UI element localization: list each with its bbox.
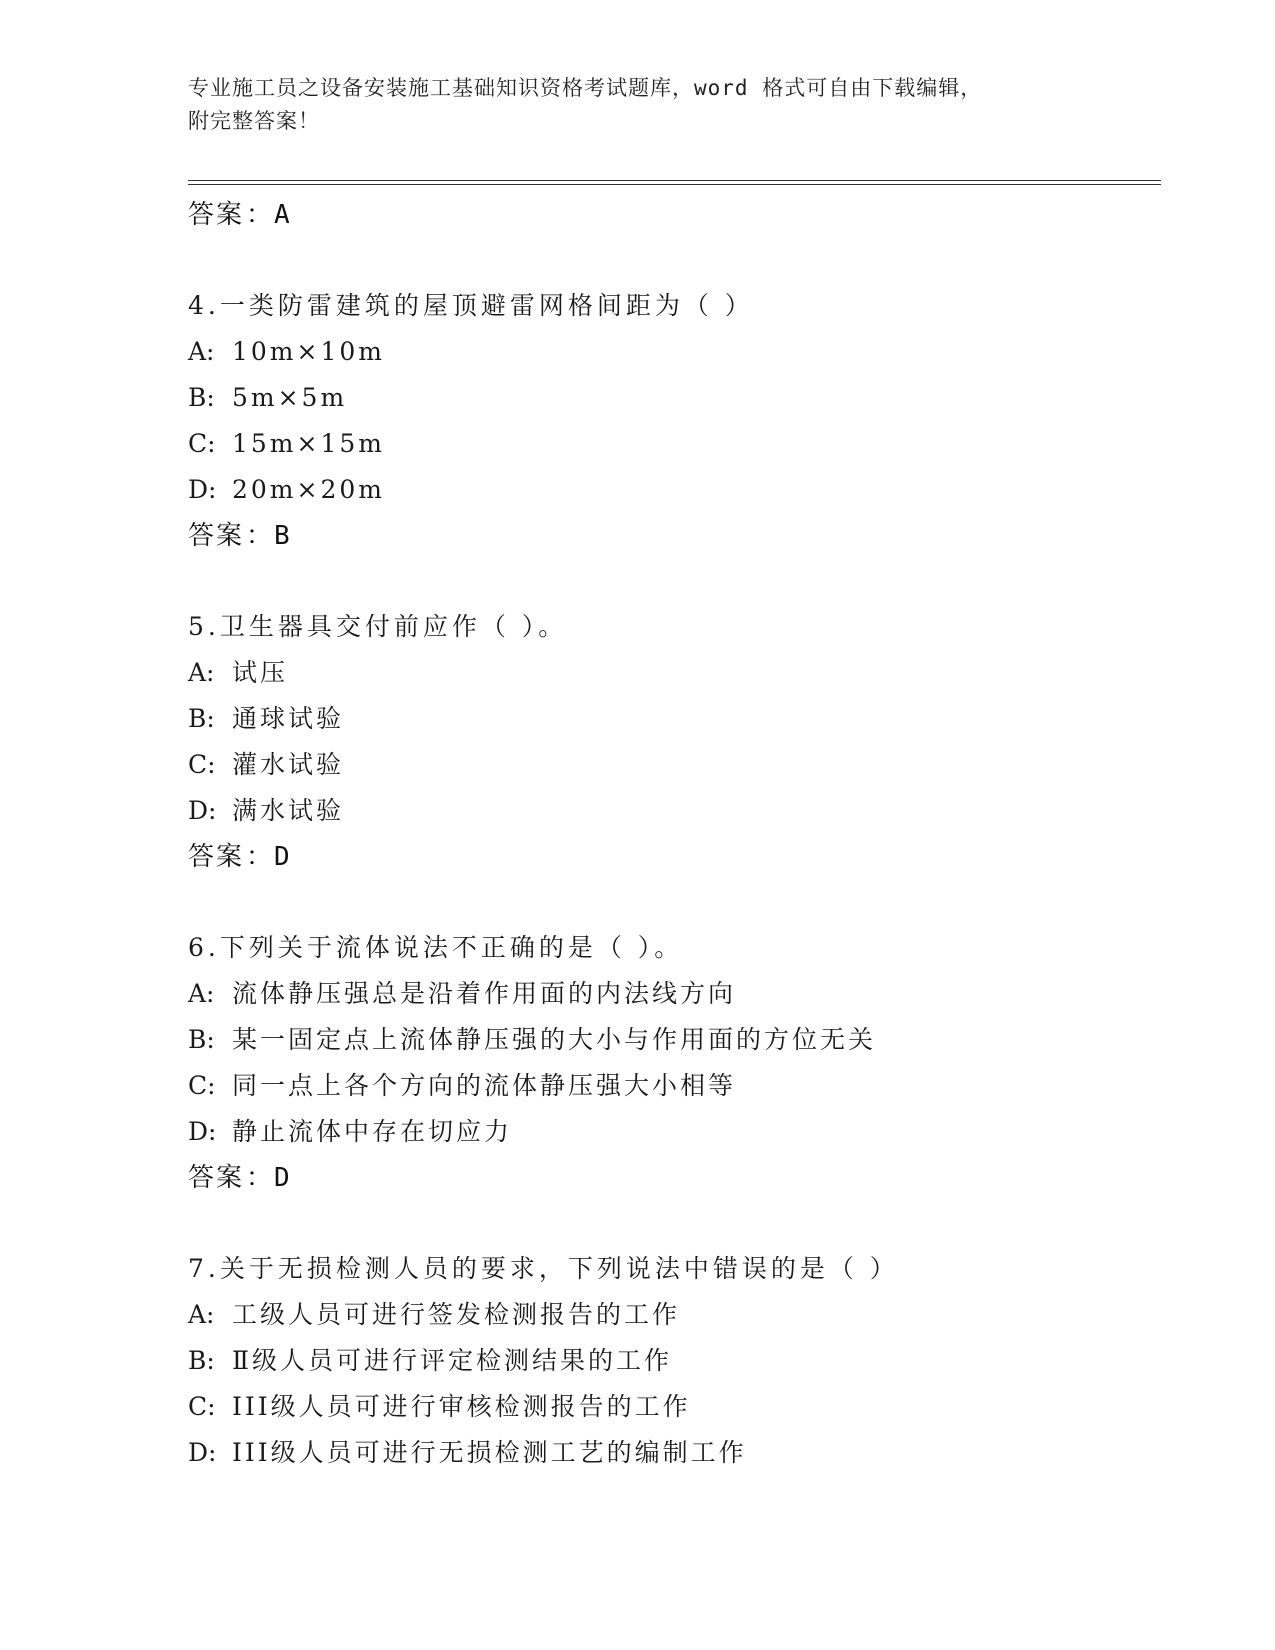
option-a xyxy=(188,650,1148,696)
option-text: 灌水试验 xyxy=(232,750,345,779)
option-b xyxy=(188,696,1148,742)
answer-colon: ： xyxy=(246,842,273,872)
option-c xyxy=(188,1063,1148,1109)
option-letter: A: xyxy=(188,658,215,687)
document-header xyxy=(188,72,1088,138)
question-title: 6.下列关于流体说法不正确的是（ ）。 xyxy=(188,933,684,962)
option-text: 同一点上各个方向的流体静压强大小相等 xyxy=(232,1071,737,1100)
option-d xyxy=(188,1109,1148,1155)
answer-label: 答案 xyxy=(188,200,245,230)
option-b xyxy=(188,375,1148,421)
answer-value: D xyxy=(274,1163,290,1193)
question-spacer xyxy=(188,238,1148,283)
header-divider-top xyxy=(188,180,1161,181)
option-c xyxy=(188,1384,1148,1430)
option-letter: D: xyxy=(188,1438,217,1467)
question-spacer xyxy=(188,1201,1148,1246)
option-letter: B: xyxy=(188,704,215,733)
option-text: 满水试验 xyxy=(232,796,345,825)
option-d xyxy=(188,467,1148,513)
answer-value: B xyxy=(274,521,290,551)
option-text: III级人员可进行无损检测工艺的编制工作 xyxy=(232,1438,747,1467)
question-title: 5.卫生器具交付前应作（ ）。 xyxy=(188,612,568,641)
option-letter: D: xyxy=(188,475,217,504)
option-text: 试压 xyxy=(232,658,289,687)
question-spacer xyxy=(188,559,1148,604)
answer-line xyxy=(188,513,1148,559)
option-letter: B: xyxy=(188,1025,215,1054)
option-letter: D: xyxy=(188,1117,217,1146)
answer-line xyxy=(188,192,1148,238)
option-letter: B: xyxy=(188,1346,215,1375)
answer-value: D xyxy=(274,842,290,872)
option-text: 某一固定点上流体静压强的大小与作用面的方位无关 xyxy=(232,1025,877,1054)
option-text: 10m×10m xyxy=(232,337,385,366)
option-letter: A: xyxy=(188,337,215,366)
answer-line xyxy=(188,1155,1148,1201)
option-letter: A: xyxy=(188,1300,215,1329)
option-text: Ⅱ级人员可进行评定检测结果的工作 xyxy=(232,1346,672,1375)
option-letter: C: xyxy=(188,750,216,779)
question-spacer xyxy=(188,880,1148,925)
question-title: 4.一类防雷建筑的屋顶避雷网格间距为（ ） xyxy=(188,291,754,320)
answer-label: 答案 xyxy=(188,521,245,551)
option-text: 20m×20m xyxy=(232,475,385,504)
option-letter: C: xyxy=(188,429,216,458)
option-letter: A: xyxy=(188,979,215,1008)
option-a xyxy=(188,329,1148,375)
answer-value: A xyxy=(274,200,290,230)
header-line-2: 附完整答案！ xyxy=(188,109,320,133)
header-divider-bottom xyxy=(188,184,1161,185)
option-letter: D: xyxy=(188,796,217,825)
option-c xyxy=(188,742,1148,788)
answer-label: 答案 xyxy=(188,1163,245,1193)
header-line-1: 专业施工员之设备安装施工基础知识资格考试题库，word 格式可自由下载编辑， xyxy=(188,76,983,100)
option-b xyxy=(188,1017,1148,1063)
option-c xyxy=(188,421,1148,467)
option-letter: C: xyxy=(188,1071,216,1100)
option-letter: B: xyxy=(188,383,215,412)
option-text: III级人员可进行审核检测报告的工作 xyxy=(232,1392,691,1421)
question-title: 7.关于无损检测人员的要求，下列说法中错误的是（ ） xyxy=(188,1254,899,1283)
answer-colon: ： xyxy=(246,1163,273,1193)
option-b xyxy=(188,1338,1148,1384)
option-d xyxy=(188,1430,1148,1476)
option-text: 流体静压强总是沿着作用面的内法线方向 xyxy=(232,979,737,1008)
answer-colon: ： xyxy=(246,521,273,551)
answer-line xyxy=(188,834,1148,880)
option-a xyxy=(188,1292,1148,1338)
option-letter: C: xyxy=(188,1392,216,1421)
option-text: 15m×15m xyxy=(232,429,385,458)
question-list xyxy=(188,192,1148,1476)
answer-label: 答案 xyxy=(188,842,245,872)
option-text: 5m×5m xyxy=(232,383,348,412)
option-text: 静止流体中存在切应力 xyxy=(232,1117,513,1146)
option-d xyxy=(188,788,1148,834)
answer-colon: ： xyxy=(246,200,273,230)
option-a xyxy=(188,971,1148,1017)
option-text: 通球试验 xyxy=(232,704,345,733)
option-text: 工级人员可进行签发检测报告的工作 xyxy=(232,1300,681,1329)
